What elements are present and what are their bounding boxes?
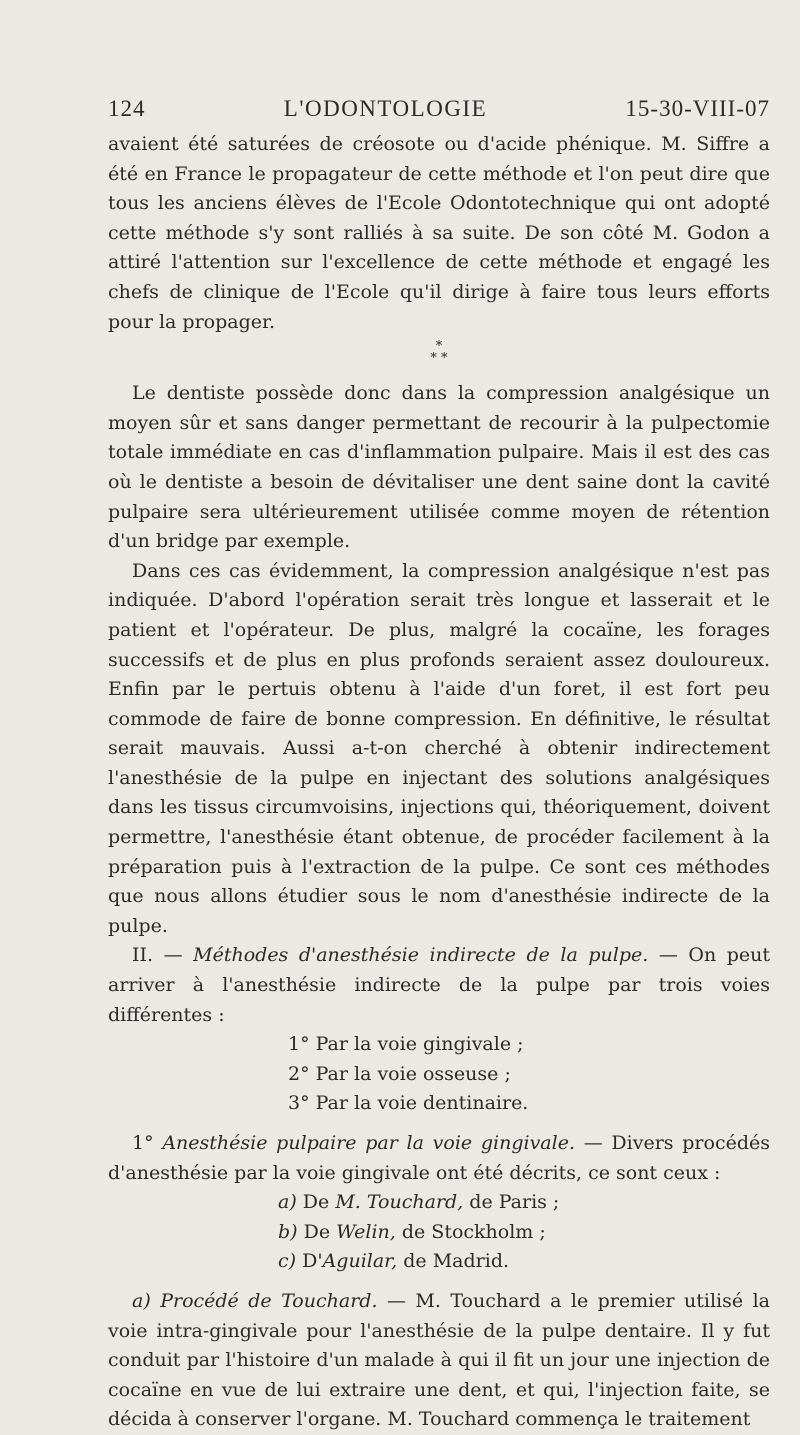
paragraph-touchard <box>108 1287 770 1435</box>
issue-date: 15-30-VIII-07 <box>625 96 770 121</box>
paragraph: Dans ces cas évidemment, la compression analgésique n'est pas indiquée. D'abord l'opération serait très longue et lasserait et le patient et l'opérateur. De plus, malgré la cocaïne, les forages successifs et de plus en plus profonds seraient assez douloureux. Enfin par le pertuis obtenu à l'aide d'un foret, il est fort peu commode de faire de bonne compression. En définitive, le résultat serait mauvais. Aussi a-t-on cherché à obtenir indirectement l'anesthésie de la pulpe en injectant des solutions analgésiques dans les tissus circumvoisins, injections qui, théoriquement, doivent permettre, l'anesthésie étant obtenue, de procéder facilement à la préparation puis à l'extraction de la pulpe. Ce sont ces méthodes que nous allons étudier sous le nom d'anesthésie indirecte de la pulpe. <box>108 559 770 937</box>
list-item: a) De M. Touchard, de Paris ; <box>278 1191 560 1214</box>
section-title: Méthodes d'anesthésie indirecte de la pulpe. <box>193 944 649 967</box>
list-item: c) D'Aguilar, de Madrid. <box>278 1250 510 1273</box>
paragraph: Le dentiste possède donc dans la compression analgésique un moyen sûr et sans danger permettant de recourir à la pulpectomie totale immédiate en cas d'inflammation pulpaire. Mais il est des cas où le dentiste a besoin de dévitaliser une dent saine dont la cavité pulpaire sera ultérieurement utilisée comme moyen de rétention d'un bridge par exemple. <box>108 382 770 553</box>
subsection-title: Procédé de Touchard. <box>160 1289 378 1312</box>
section-number: II. — <box>132 944 183 967</box>
section-text: — On peut arriver à l'anesthésie indirecte de la pulpe par trois voies différentes : <box>108 944 770 1026</box>
list-item: 1° Par la voie gingivale ; <box>288 1033 524 1056</box>
list-item: b) De Welin, de Stockholm ; <box>278 1220 546 1243</box>
subsection-text: — Divers procédés d'anesthésie par la voie gingivale ont été décrits, ce sont ceux : <box>108 1132 770 1184</box>
running-header <box>108 96 770 122</box>
paragraph-gingivale <box>108 1129 770 1188</box>
subsection-number: 1° <box>132 1132 154 1154</box>
body-text <box>108 130 770 1435</box>
separator-stars: * * <box>430 351 448 367</box>
procedes-list <box>108 1188 770 1277</box>
subsection-text: — M. Touchard a le premier utilisé la voie intra-gingivale pour l'anesthésie de la pulpe dentaire. Il y fut conduit par l'histoire d'un malade à qui il fit un jour une injection de cocaïne en vue de lui extraire une dent, et qui, l'injection faite, se décida à conserver l'organe. M. Touchard commença le traitement <box>108 1289 770 1431</box>
voies-list <box>108 1030 770 1119</box>
paragraph-methods <box>108 941 770 1030</box>
list-item: 3° Par la voie dentinaire. <box>288 1092 529 1115</box>
list-item: 2° Par la voie osseuse ; <box>288 1062 511 1085</box>
journal-title: L'ODONTOLOGIE <box>283 96 488 121</box>
section-separator <box>108 341 770 365</box>
paragraph: avaient été saturées de créosote ou d'acide phénique. M. Siffre a été en France le propagateur de cette méthode et l'on peut dire que tous les anciens élèves de l'Ecole Odontotechnique qui ont adopté cette méthode s'y sont ralliés à sa suite. De son côté M. Godon a attiré l'attention sur l'excellence de cette méthode et engagé les chefs de clinique de l'Ecole qu'il dirige à faire tous leurs efforts pour la propager. <box>108 133 770 333</box>
subsection-title: Anesthésie pulpaire par la voie gingivale. <box>162 1132 575 1154</box>
separator-star: * <box>435 339 443 355</box>
subsection-letter: a) <box>132 1289 151 1312</box>
page-number: 124 <box>108 96 146 121</box>
